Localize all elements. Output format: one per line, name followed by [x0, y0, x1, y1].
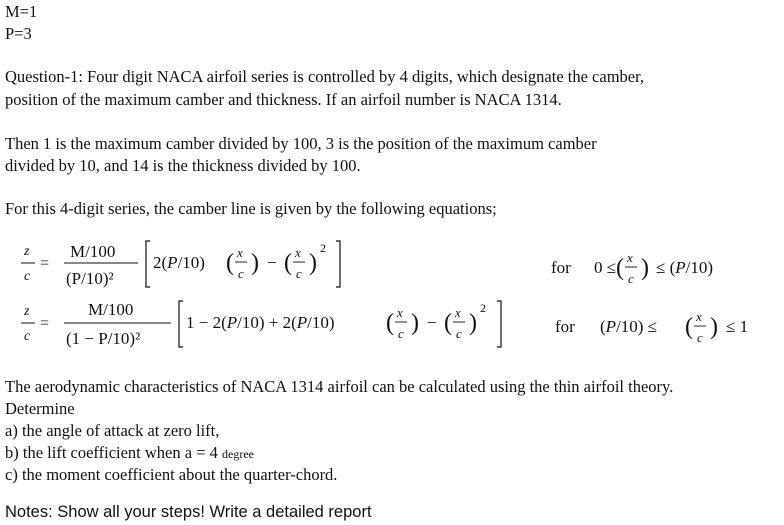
camber-equations [0, 235, 784, 355]
question-line-1: Question-1: Four digit NACA airfoil series is controlled by 4 digits, which designate the camber, [5, 67, 645, 86]
eq1-paren2-close: ) [309, 250, 317, 276]
task-item-a: a) the angle of attack at zero lift, [5, 421, 220, 440]
svg-text:x: x [627, 250, 633, 265]
camber-equation-2 [21, 300, 748, 348]
eq2-coef-denominator: (1 − P/10)² [66, 329, 141, 348]
eq1-coef-denominator: (P/10)² [66, 269, 114, 288]
svg-text:x: x [455, 305, 461, 320]
camber-intro: For this 4-digit series, the camber line is given by the following equations; [5, 199, 497, 218]
svg-text:2: 2 [480, 301, 486, 315]
eq2-domain-upper: ≤ 1 [726, 317, 749, 336]
task-item-b-text: b) the lift coefficient when a = 4 [5, 443, 218, 462]
eq1-for-label: for [551, 258, 571, 277]
svg-text:−: − [427, 313, 437, 332]
eq1-lhs-numerator: z [24, 244, 30, 259]
eq1-paren-close: ) [251, 250, 259, 276]
notes-line: Notes: Show all your steps! Write a detailed report [5, 503, 372, 521]
svg-text:x: x [397, 305, 403, 320]
eq1-x2: x [295, 245, 301, 260]
svg-text:): ) [411, 310, 419, 336]
eq1-equals: = [40, 255, 50, 272]
svg-text:c: c [398, 326, 404, 341]
task-line-1: The aerodynamic characteristics of NACA 1314 airfoil can be calculated using the thin airfoil theory. [5, 377, 674, 396]
eq1-term-a: 2(P/10) [153, 253, 205, 272]
svg-text:c: c [697, 330, 703, 345]
svg-text:(: ( [616, 255, 624, 281]
eq1-x: x [237, 245, 243, 260]
eq2-domain-lower: (P/10) ≤ [600, 317, 658, 336]
svg-text:(: ( [685, 314, 693, 340]
p-value-line: P=3 [5, 24, 32, 43]
explanation-line-2: divided by 10, and 14 is the thickness divided by 100. [5, 156, 361, 175]
task-item-b-unit: degree [222, 447, 254, 461]
camber-equation-1 [21, 241, 713, 288]
eq1-paren2-open: ( [284, 250, 292, 276]
eq2-term-a: 1 − 2(P/10) + 2(P/10) [186, 313, 335, 332]
eq1-c: c [238, 266, 244, 281]
eq1-square: 2 [320, 241, 326, 255]
svg-text:): ) [641, 255, 649, 281]
eq1-lhs-denominator: c [24, 269, 31, 284]
eq1-domain-upper: ≤ (P/10) [656, 258, 714, 277]
explanation-line-1: Then 1 is the maximum camber divided by 100, 3 is the position of the maximum camber [5, 134, 597, 153]
eq2-equals: = [40, 315, 50, 332]
eq1-domain-lower: 0 ≤ [594, 258, 617, 277]
task-line-2: Determine [5, 399, 75, 418]
question-line-2: position of the maximum camber and thickness. If an airfoil number is NACA 1314. [5, 90, 562, 109]
task-item-b [5, 443, 254, 464]
task-item-c: c) the moment coefficient about the quarter-chord. [5, 465, 338, 484]
svg-text:c: c [628, 271, 634, 286]
svg-text:(: ( [386, 310, 394, 336]
svg-text:(: ( [444, 310, 452, 336]
svg-text:): ) [710, 314, 718, 340]
eq2-lhs-denominator: c [24, 329, 31, 344]
eq1-c2: c [296, 266, 302, 281]
eq1-minus: − [267, 253, 277, 272]
eq2-coef-numerator: M/100 [88, 300, 134, 319]
svg-text:x: x [696, 309, 702, 324]
eq2-for-label: for [555, 317, 575, 336]
eq1-coef-numerator: M/100 [70, 242, 116, 261]
eq2-lhs-numerator: z [24, 304, 30, 319]
m-value-line: M=1 [5, 2, 38, 21]
svg-text:): ) [469, 310, 477, 336]
eq1-paren-open: ( [226, 250, 234, 276]
svg-text:c: c [456, 326, 462, 341]
